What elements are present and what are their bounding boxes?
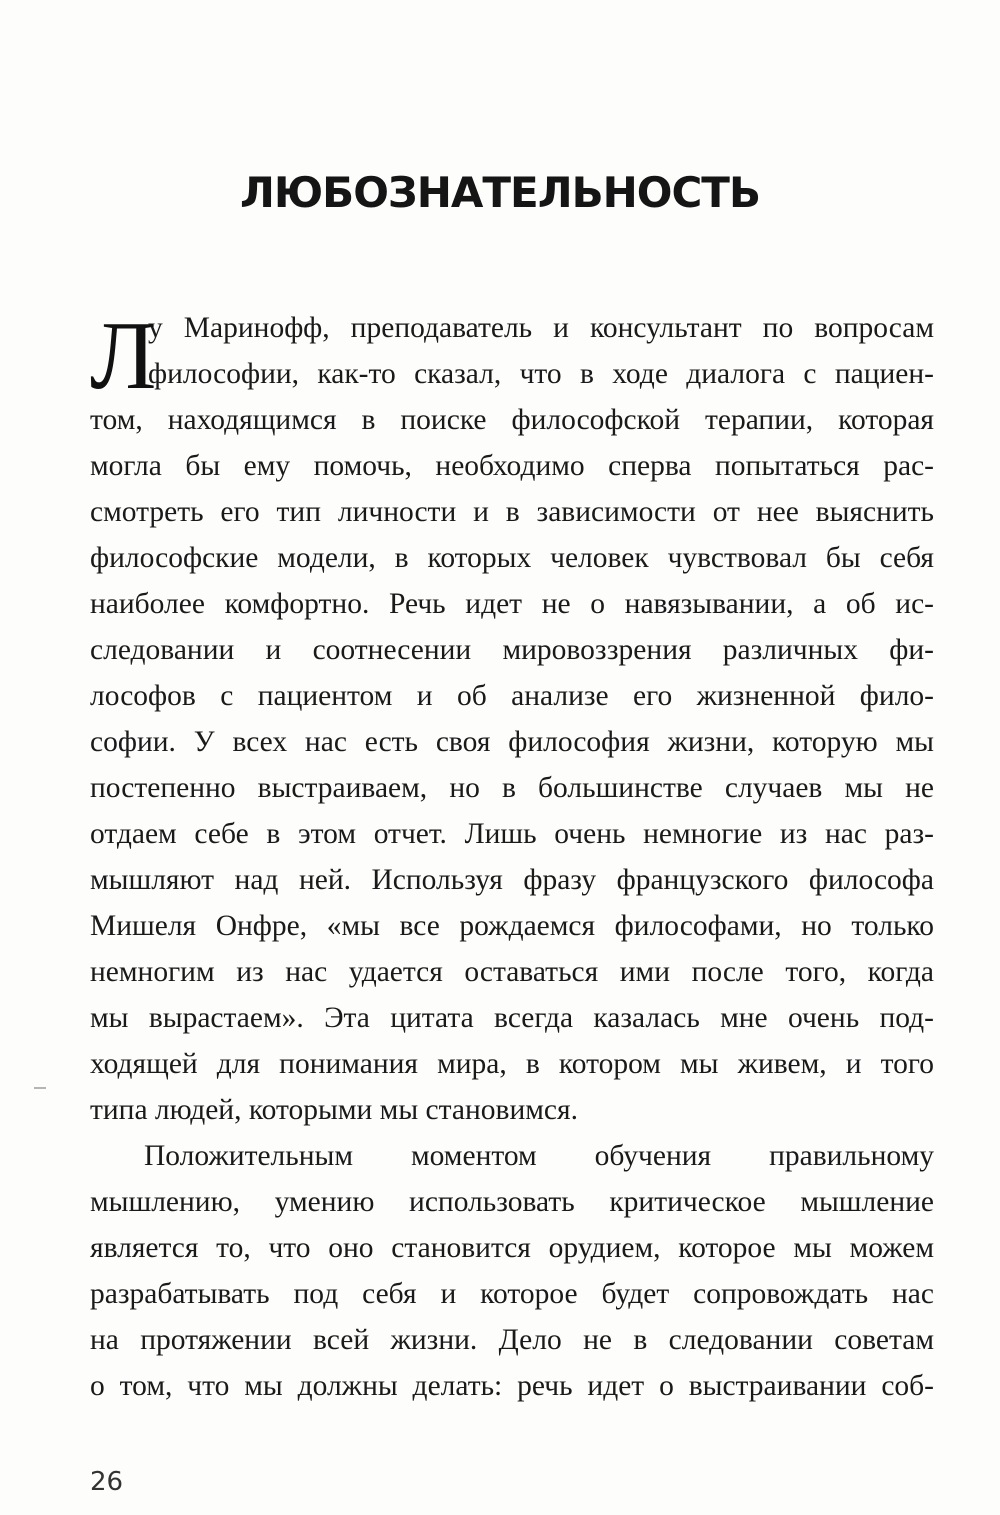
text-line: мышляют над ней. Используя фразу французского философа xyxy=(90,864,934,896)
text-line: философии, как-то сказал, что в ходе диалога с пациен- xyxy=(148,358,934,390)
drop-cap: Л xyxy=(90,302,157,410)
text-line: типа людей, которыми мы становимся. xyxy=(90,1094,578,1126)
text-line: на протяжении всей жизни. Дело не в следовании советам xyxy=(90,1324,934,1356)
text-line: о том, что мы должны делать: речь идет о выстраивании соб- xyxy=(90,1370,934,1402)
text-line: лософов с пациентом и об анализе его жизненной фило- xyxy=(90,680,934,712)
body-text xyxy=(90,302,934,1409)
page-number: 26 xyxy=(90,1467,124,1497)
text-line: немногим из нас удается оставаться ими после того, когда xyxy=(90,956,934,988)
text-line: могла бы ему помочь, необходимо сперва попытаться рас- xyxy=(90,450,934,482)
text-line: разрабатывать под себя и которое будет сопровождать нас xyxy=(90,1278,934,1310)
text-line: философские модели, в которых человек чувствовал бы себя xyxy=(90,542,934,574)
text-line: софии. У всех нас есть своя философия жизни, которую мы xyxy=(90,726,934,758)
text-line: является то, что оно становится орудием, которое мы можем xyxy=(90,1232,934,1264)
text-line: мышлению, умению использовать критическое мышление xyxy=(90,1186,934,1218)
text-line: мы вырастаем». Эта цитата всегда казалась мне очень под- xyxy=(90,1002,934,1034)
text-line: ходящей для понимания мира, в котором мы живем, и того xyxy=(90,1048,934,1080)
text-line: том, находящимся в поиске философской терапии, которая xyxy=(90,404,934,436)
text-line: следовании и соотнесении мировоззрения различных фи- xyxy=(90,634,934,666)
text-line: наиболее комфортно. Речь идет не о навязывании, а об ис- xyxy=(90,588,934,620)
margin-mark xyxy=(34,1087,46,1089)
paragraph-2 xyxy=(90,1133,934,1409)
text-line: Мишеля Онфре, «мы все рождаемся философами, но только xyxy=(90,910,934,942)
text-line: постепенно выстраиваем, но в большинстве случаев мы не xyxy=(90,772,934,804)
text-line: отдаем себе в этом отчет. Лишь очень немногие из нас раз- xyxy=(90,818,934,850)
text-line: смотреть его тип личности и в зависимости от нее выяснить xyxy=(90,496,934,528)
chapter-title: ЛЮБОЗНАТЕЛЬНОСТЬ xyxy=(240,168,760,217)
paragraph-1 xyxy=(90,302,934,1133)
text-line: у Маринофф, преподаватель и консультант по вопросам xyxy=(148,312,934,344)
text-line: Положительным моментом обучения правильному xyxy=(144,1140,934,1172)
